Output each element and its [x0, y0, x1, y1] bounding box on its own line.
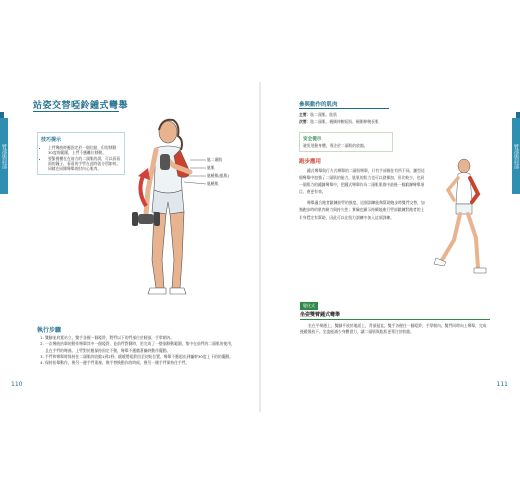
safety-text: 避免甩動身體，專注於二頭肌的收縮。	[303, 143, 368, 148]
application-paragraph: 鍾式彎舉與行方式彎舉的二頭肌彎舉，只有手部握住有所不同。錘型這個彎舉中加強了二頭肌的能力，肱肌的肌力也可以發揮加，但比較少，也同一個肌力的鍾錘彎舉中，把鍾式彎舉作為二頭肌肌群中最後一個鍛鍊彎舉項目，會更有效。	[299, 168, 425, 195]
variation-badge: 變化式	[300, 302, 318, 310]
step-item: 2. 一次彎曲抬舉的動作彎舉其中一個啞鈴，並前臂對側時，用完成了一整個移動範圍，集中在前臂的二頭肌的使用，且在手臂的彎曲。上臂對於應保持固定不動，彎舉不應隨著軀幹動作擺動。	[45, 341, 237, 354]
secondary-muscles	[299, 119, 379, 124]
application-heading: 跑步應用	[299, 159, 322, 165]
right-page-number: 111	[496, 381, 508, 388]
tip-item: • 要緊握橫在在前方的二頭肌的訓，可以看看面的鐘子，看看的手臂在此時就分別如何。同樣在同側彎舉的肘內心肌肉。	[48, 156, 121, 172]
muscles-heading: 參與動作的肌肉	[299, 102, 338, 108]
left-page-number: 110	[11, 381, 23, 388]
muscle-label: 肱橈肌	[207, 181, 219, 186]
safety-heading: 安全提示	[303, 137, 322, 142]
primary-label: 主要：	[299, 112, 311, 117]
muscle-label: 肱橈肌(肱肌)	[207, 173, 229, 178]
variation-rule	[300, 319, 490, 320]
woman-curl-figure	[118, 110, 228, 310]
variation-title: 坐姿雙臂鍾式彎舉	[300, 312, 341, 318]
muscle-label: 肱二頭肌	[207, 157, 223, 162]
exercise-title: 站姿交替啞鈴鍾式彎舉	[33, 101, 129, 111]
variation-body: 坐在平椅邊上，雙腳平放於地面上，背部挺直，雙手各握住一個啞鈴，手掌朝內。雙臂同時向上彎舉，完成後緩慢放下。坐姿能減少身體借力，讓二頭肌與肱肌更專注於收縮。	[300, 323, 487, 335]
right-section-tab: 臂部與肩部	[512, 118, 520, 194]
safety-box	[299, 132, 393, 152]
steps-list	[37, 335, 237, 366]
step-item: 4. 保持抬舉動作，換另一邊手臂重複，換手替換動作的時候，換另一側手臂保持住手臂。	[45, 360, 237, 366]
runner-figure	[432, 156, 492, 286]
dumbbell-curl-illustration	[118, 110, 228, 310]
primary-muscles-text: 肱二頭肌、肱肌	[310, 112, 337, 117]
primary-muscles	[299, 112, 337, 117]
steps-heading: 執行步驟	[37, 327, 62, 334]
muscle-label: 肱肌	[207, 165, 215, 170]
application-paragraph: 彎舉適合跑者鍛鍊前臂的強度，這個訓練能夠幫助跑步時雙臂交替，加強跑步時的肌肉耐力與持久性；實驗也顯示持續地進行臂部鍛鍊對跑者的上半身穩定有幫助，因此可以在肌力訓練中加入這項訓練。	[299, 200, 425, 220]
title-underline	[33, 111, 119, 112]
muscles-heading-rule	[299, 108, 389, 109]
tips-heading: 技巧提示	[41, 137, 62, 143]
secondary-muscles-text: 肱二頭肌、橈側伸腕短肌、橈側伸腕長肌	[310, 119, 379, 124]
left-section-tab: 臂部與肩部	[0, 118, 8, 194]
secondary-label: 次要：	[299, 119, 311, 124]
tips-box	[37, 132, 125, 175]
step-item: 3. 手臂和彎舉時保持住二頭肌的收縮1到2秒，緩緩將啞鈴回至初始位置，彎舉不應超出到軀幹30度上下的的擺動。	[45, 354, 237, 360]
tip-item: • 上臂彎曲時應固定於一個位點，但肘移動30度的範圍，上臂不應離位移動。	[48, 145, 121, 156]
application-body	[299, 167, 428, 225]
runner-illustration	[432, 156, 492, 286]
page-gutter	[259, 82, 261, 412]
step-item: 1. 雙腳並肩寬站立，雙手各握一個啞鈴，將臂以下的臂部位於腿部，手掌朝內。	[45, 335, 237, 341]
tips-list	[41, 145, 121, 171]
